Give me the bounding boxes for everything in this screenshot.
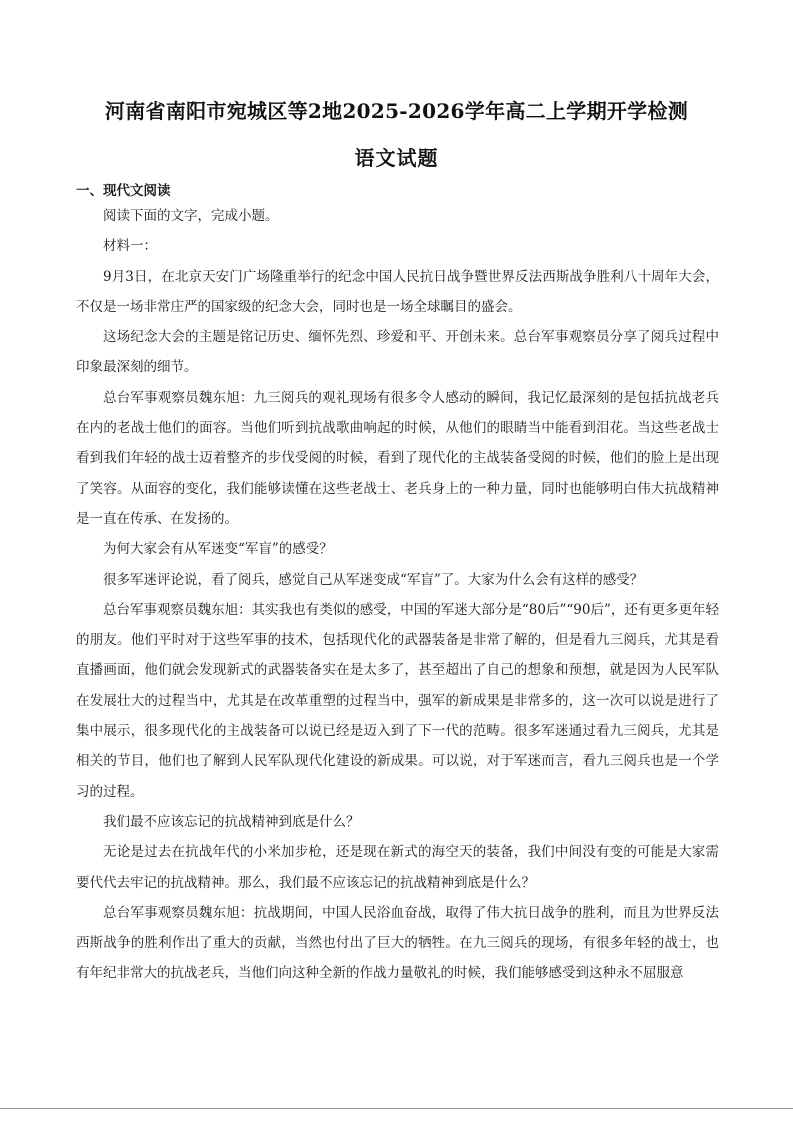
body-paragraph: 无论是过去在抗战年代的小米加步枪，还是现在新式的海空天的装备，我们中间没有变的可能是大家需要代代去牢记的抗战精神。那么，我们最不应该忘记的抗战精神到底是什么？ <box>76 844 719 891</box>
body-paragraph: 很多军迷评论说，看了阅兵，感觉自己从军迷变成“军盲”了。大家为什么会有这样的感受？ <box>103 571 644 588</box>
section-heading: 一、现代文阅读 <box>76 183 171 199</box>
document-subtitle: 语文试题 <box>354 146 439 170</box>
instruction-paragraph: 阅读下面的文字，完成小题。 <box>103 208 279 224</box>
body-paragraph: 这场纪念大会的主题是铭记历史、缅怀先烈、珍爱和平、开创未来。总台军事观察员分享了阅兵过程中印象最深刻的细节。 <box>76 329 719 376</box>
body-paragraph: 总台军事观察员魏东旭：九三阅兵的观礼现场有很多令人感动的瞬间，我记忆最深刻的是包括抗战老兵在内的老战士他们的面容。当他们听到抗战歌曲响起的时候，从他们的眼睛当中能看到泪花。当这些老战士看到我们年轻的战士迈着整齐的步伐受阅的时候，看到了现代化的主战装备受阅的时候，他们的脸上是出现了笑容。从面容的变化，我们能够读懂在这些老战士、老兵身上的一种力量，同时也能够明白伟大抗战精神是一直在传承、在发扬的。 <box>76 389 719 527</box>
body-paragraph: 9月3日，在北京天安门广场隆重举行的纪念中国人民抗日战争暨世界反法西斯战争胜利八十周年大会，不仅是一场非常庄严的国家级的纪念大会，同时也是一场全球瞩目的盛会。 <box>76 268 719 315</box>
body-paragraph: 总台军事观察员魏东旭：抗战期间，中国人民浴血奋战，取得了伟大抗日战争的胜利，而且为世界反法西斯战争的胜利作出了重大的贡献，当然也付出了巨大的牺牲。在九三阅兵的现场，有很多年轻的战士，也有年纪非常大的抗战老兵，当他们向这种全新的作战力量敬礼的时候，我们能够感受到这种永不屈服意 <box>76 904 719 982</box>
reading-passage <box>76 201 719 989</box>
question-paragraph: 为何大家会有从军迷变“军盲”的感受？ <box>103 541 333 558</box>
question-paragraph: 我们最不应该忘记的抗战精神到底是什么？ <box>103 813 360 830</box>
page-bottom-rule <box>0 1108 793 1109</box>
document-title: 河南省南阳市宛城区等2地2025-2026学年高二上学期开学检测 <box>104 99 689 123</box>
material-label: 材料一： <box>103 238 157 255</box>
body-paragraph: 总台军事观察员魏东旭：其实我也有类似的感受，中国的军迷大部分是“80后”“90后”，还有更多更年轻的朋友。他们平时对于这些军事的技术，包括现代化的武器装备是非常了解的，但是看九三阅兵，尤其是看直播画面，他们就会发现新式的武器装备实在是太多了，甚至超出了自己的想象和预想，就是因为人民军队在发展壮大的过程当中，尤其是在改革重塑的过程当中，强军的新成果是非常多的，这一次可以说是进行了集中展示，很多现代化的主战装备可以说已经是迈入到了下一代的范畴。很多军迷通过看九三阅兵，尤其是相关的节目，他们也了解到人民军队现代化建设的新成果。可以说，对于军迷而言，看九三阅兵也是一个学习的过程。 <box>76 601 719 800</box>
